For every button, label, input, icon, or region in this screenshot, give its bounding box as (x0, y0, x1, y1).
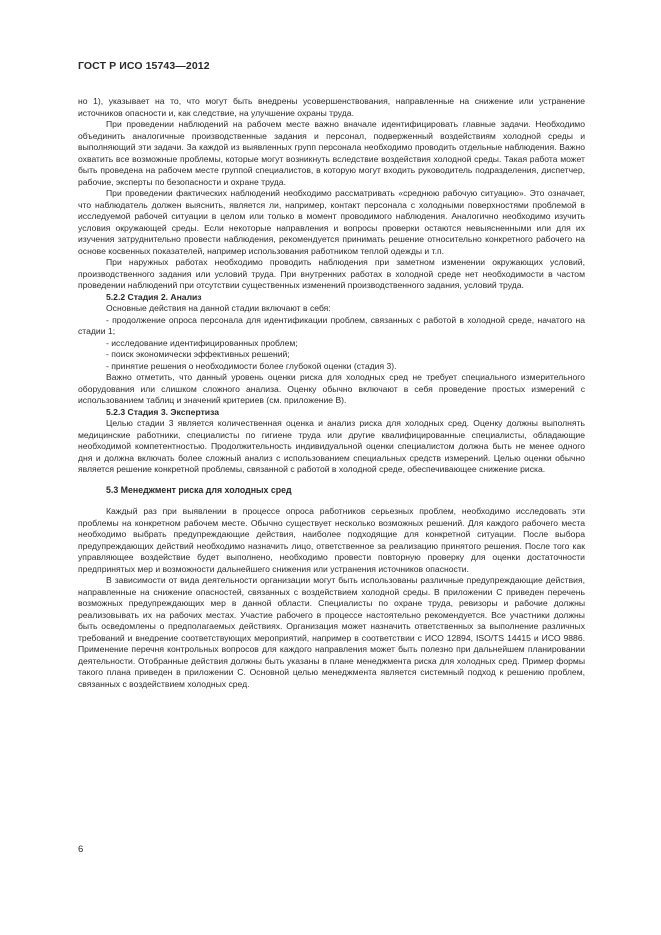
paragraph: Каждый раз при выявлении в процессе опроса работников серьезных проблем, необходимо исследовать эти проблемы на конкретном рабочем месте. Обычно существует несколько возможных решений. Для каждого рабочего места необходимо выбрать предупреждающие действия, наиболее подходящие для конкретной ситуации. После выбора предупреждающих действий необходимо назначить лицо, ответственное за реализацию принятого решения. После того как управляющее воздействие будет выполнено, необходимо провести повторную проверку для оценки достаточности предпринятых мер и возможности дальнейшего снижения или устранения источников опасности. (78, 506, 585, 574)
paragraph: В зависимости от вида деятельности организации могут быть использованы различные предупреждающие действия, направленные на снижение опасностей, связанных с воздействием холодной среды. В приложении С приведен перечень возможных предупреждающих мер в данной области. Специалисты по охране труда, ревизоры и рабочие должны реализовывать их на рабочих местах. Участие рабочего в процессе настоятельно рекомендуется. Все участники должны быть осведомлены о предполагаемых действиях. Организация может назначить ответственных за выполнение различных требований и внедрение соответствующих мероприятий, например в соответствии с ИСО 12894, ISO/TS 14415 и ИСО 9886. Применение перечня контрольных вопросов для каждого направления может быть полезно при дальнейшем планировании деятельности. Отобранные действия должны быть указаны в плане менеджмента риска для холодных сред. Пример формы такого плана приведен в приложении С. Основной целью менеджмента является системный подход к решению проблем, связанных с воздействием холодных сред. (78, 575, 585, 689)
subsection-heading: 5.2.2 Стадия 2. Анализ (106, 291, 202, 302)
paragraph: При проведении фактических наблюдений необходимо рассматривать «среднюю рабочую ситуацию». Это означает, что наблюдатель должен выяснить, является ли, например, контакт персонала с холодными поверхностями проблемой в исследуемой рабочей ситуации в целом или только в момент проводимого наблюдения. Аналогично необходимо изучить условия окружающей среды. Если некоторые направления и вопросы проверки остаются невыясненными или для их изучения затруднительно провести наблюдения, рекомендуется принимать решение относительно конкретного рабочего на основе косвенных показателей, например использования работником теплой одежды и т.п. (78, 188, 585, 256)
paragraph: Важно отметить, что данный уровень оценки риска для холодных сред не требует специального измерительного оборудования или слишком сложного анализа. Оценку обычно включают в себя проведение простых измерений с использованием таблиц и значений критериев (см. приложение В). (78, 372, 585, 405)
page-number: 6 (78, 844, 84, 855)
list-item: - продолжение опроса персонала для идентификации проблем, связанных с работой в холодной среде, начатого на стадии 1; (78, 314, 585, 336)
list-item: - поиск экономически эффективных решений; (106, 349, 290, 359)
list-item: - принятие решения о необходимости более глубокой оценки (стадия 3). (106, 360, 397, 371)
subsection-heading: 5.2.3 Стадия 3. Экспертиза (106, 406, 220, 417)
paragraph: Основные действия на данной стадии включают в себя: (106, 303, 331, 313)
paragraph: но 1), указывает на то, что могут быть внедрены усовершенствования, направленные на снижение или устранение источников опасности и, как следствие, на улучшение охраны труда. (78, 96, 585, 118)
list-item: - исследование идентифицированных проблем; (106, 337, 298, 348)
paragraph: При проведении наблюдений на рабочем месте важно вначале идентифицировать главные задачи. Необходимо объединить аналогичные производственные задания и персонал, подверженный воздействиям холодной среды и выполняющий эти задачи. За каждой из выявленных групп персонала необходимо проводить отдельные наблюдения. Важно охватить все возможные проблемы, которые могут возникнуть вследствие воздействия холодной среды. Такая работа может быть проведена на рабочем месте группой специалистов, в которую могут входить руководитель подразделения, диспетчер, рабочие, эксперты по безопасности и охране труда. (78, 119, 585, 187)
paragraph: Целью стадии 3 является количественная оценка и анализ риска для холодных сред. Оценку должны выполнять медицинские работники, специалисты по гигиене труда или другие квалифицированные специалисты, обладающие необходимой компетентностью. Продолжительность индивидуальной оценки специалистом должна быть не менее одного дня и должна включать более сложный анализ с использованием специальных средств измерений. Целью оценки обычно является решение конкретной проблемы, связанной с работой в холодной среде, обеспечивающее снижение риска. (78, 418, 585, 474)
section-heading: 5.3 Менеджмент риска для холодных сред (106, 484, 292, 495)
paragraph: При наружных работах необходимо проводить наблюдения при заметном изменении окружающих условий, производственного задания или условий труда. При внутренних работах в холодной среде нет необходимости в частом проведении наблюдений при отсутствии существенных изменений производственного задания, условий труда. (78, 257, 585, 290)
document-body (78, 96, 585, 690)
document-header: ГОСТ Р ИСО 15743—2012 (78, 60, 210, 72)
